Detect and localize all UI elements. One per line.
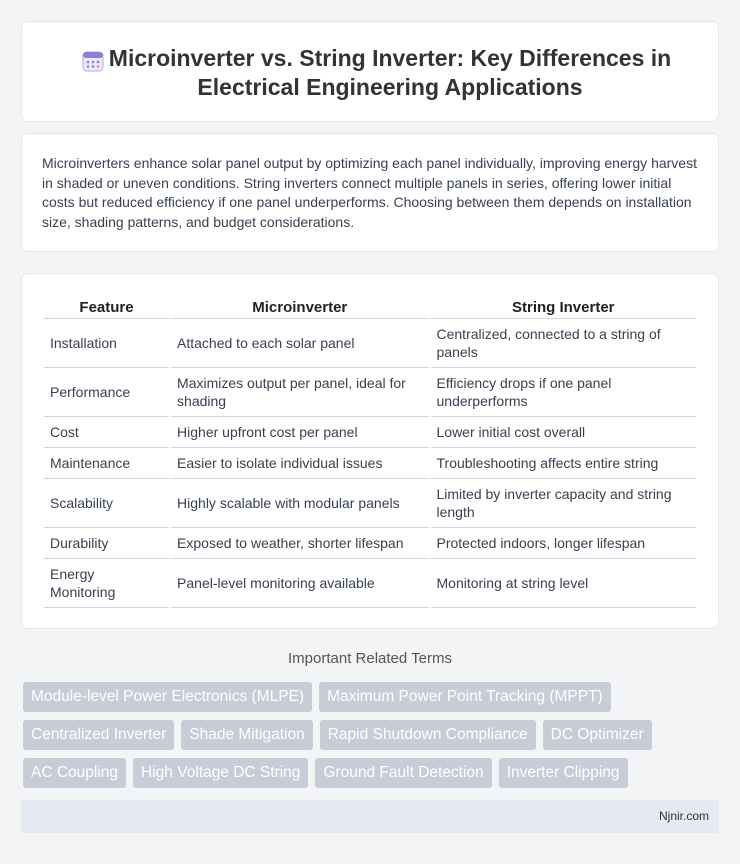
comparison-table (42, 296, 698, 608)
tag-high-voltage-dc-string[interactable]: High Voltage DC String (133, 758, 308, 788)
comparison-card (21, 273, 719, 629)
microinverter-cell: Panel-level monitoring available (171, 559, 428, 608)
header-feature: Feature (44, 296, 169, 319)
microinverter-cell: Exposed to weather, shorter lifespan (171, 528, 428, 559)
feature-cell: Maintenance (44, 448, 169, 479)
tag-dc-optimizer[interactable]: DC Optimizer (543, 720, 652, 750)
intro-card (21, 133, 719, 252)
microinverter-cell: Higher upfront cost per panel (171, 417, 428, 448)
header-microinverter: Microinverter (171, 296, 428, 319)
string-inverter-cell: Troubleshooting affects entire string (431, 448, 697, 479)
string-inverter-cell: Centralized, connected to a string of panels (431, 319, 697, 368)
calendar-icon (81, 49, 105, 73)
table-header-row (44, 296, 696, 319)
related-tags (23, 682, 723, 796)
table-row (44, 319, 696, 368)
title-card (21, 21, 719, 122)
microinverter-cell: Attached to each solar panel (171, 319, 428, 368)
tag-mppt[interactable]: Maximum Power Point Tracking (MPPT) (319, 682, 611, 712)
string-inverter-cell: Monitoring at string level (431, 559, 697, 608)
tag-ac-coupling[interactable]: AC Coupling (23, 758, 126, 788)
tag-centralized-inverter[interactable]: Centralized Inverter (23, 720, 174, 750)
feature-cell: Scalability (44, 479, 169, 528)
feature-cell: Performance (44, 368, 169, 417)
microinverter-cell: Easier to isolate individual issues (171, 448, 428, 479)
table-row (44, 528, 696, 559)
table-row (44, 448, 696, 479)
tag-rapid-shutdown[interactable]: Rapid Shutdown Compliance (320, 720, 536, 750)
table-row (44, 479, 696, 528)
footer-site: Njnir.com (658, 809, 709, 823)
table-row (44, 559, 696, 608)
footer (21, 800, 719, 833)
microinverter-cell: Highly scalable with modular panels (171, 479, 428, 528)
string-inverter-cell: Limited by inverter capacity and string length (431, 479, 697, 528)
title-wrap (22, 44, 718, 102)
tag-shade-mitigation[interactable]: Shade Mitigation (181, 720, 312, 750)
feature-cell: Energy Monitoring (44, 559, 169, 608)
tag-row (23, 758, 723, 788)
table-row (44, 417, 696, 448)
table-row (44, 368, 696, 417)
feature-cell: Installation (44, 319, 169, 368)
tag-mlpe[interactable]: Module-level Power Electronics (MLPE) (23, 682, 312, 712)
microinverter-cell: Maximizes output per panel, ideal for shading (171, 368, 428, 417)
string-inverter-cell: Lower initial cost overall (431, 417, 697, 448)
string-inverter-cell: Protected indoors, longer lifespan (431, 528, 697, 559)
page-title: Microinverter vs. String Inverter: Key Differences in Electrical Engineering Applications (108, 45, 672, 100)
tag-row (23, 682, 723, 712)
string-inverter-cell: Efficiency drops if one panel underperforms (431, 368, 697, 417)
tag-inverter-clipping[interactable]: Inverter Clipping (499, 758, 628, 788)
feature-cell: Durability (44, 528, 169, 559)
tag-row (23, 720, 723, 750)
intro-paragraph: Microinverters enhance solar panel output by optimizing each panel individually, improving energy harvest in shaded or uneven conditions. String inverters connect multiple panels in series, offering lower initial costs but reduced efficiency if one panel underperforms. Choosing between them depends on installation size, shading patterns, and budget considerations. (42, 155, 697, 230)
related-terms-heading: Important Related Terms (288, 650, 452, 667)
header-string-inverter: String Inverter (431, 296, 697, 319)
feature-cell: Cost (44, 417, 169, 448)
tag-ground-fault-detection[interactable]: Ground Fault Detection (315, 758, 491, 788)
